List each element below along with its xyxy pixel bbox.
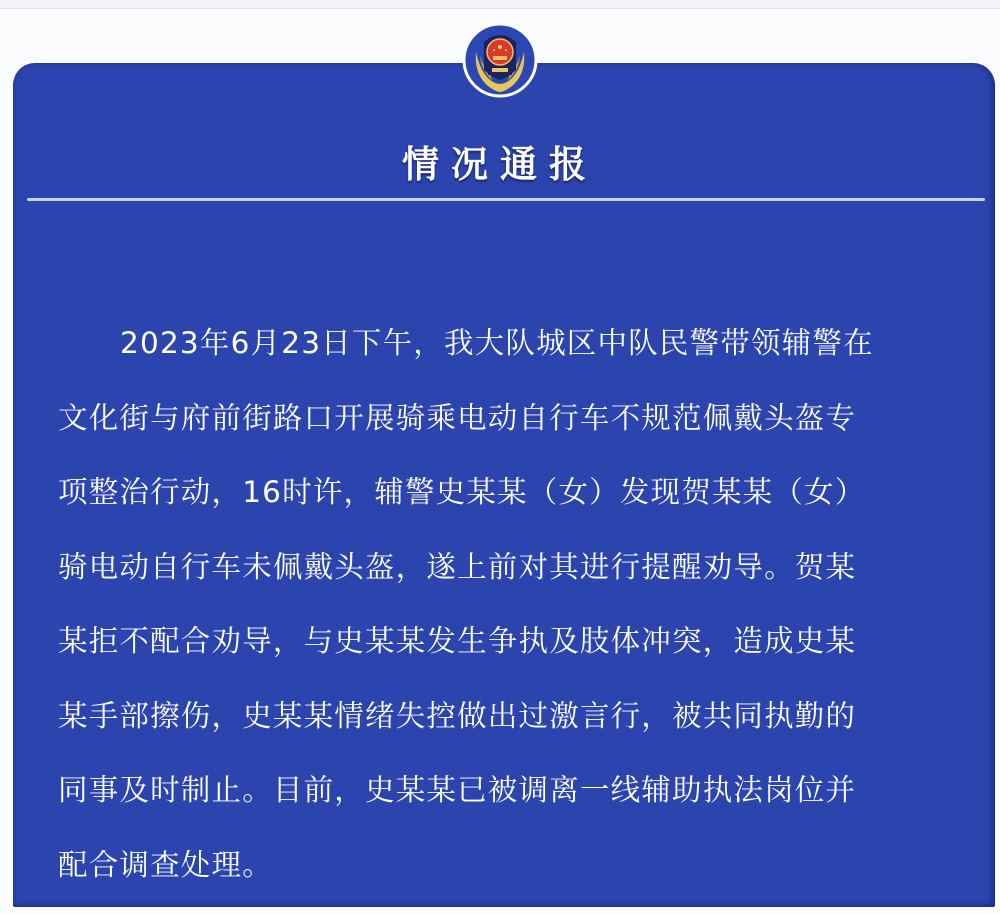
body-line-5: 某拒不配合劝导，与史某某发生争执及肢体冲突，造成史某 <box>58 624 857 658</box>
body-line-4: 骑电动自行车未佩戴头盔，遂上前对其进行提醒劝导。贺某 <box>58 549 857 584</box>
body-line-3: 项整治行动，16时许，辅警史某某（女）发现贺某某（女） <box>58 475 866 509</box>
police-badge-icon <box>462 12 538 108</box>
top-strip <box>0 0 1000 9</box>
title-divider <box>27 198 985 201</box>
body-line-6: 某手部擦伤，史某某情绪失控做出过激言行，被共同执勤的 <box>58 698 857 733</box>
notice-body <box>58 306 958 902</box>
body-line-8: 配合调查处理。 <box>58 847 273 882</box>
body-line-1: 2023年6月23日下午，我大队城区中队民警带领辅警在 <box>120 326 874 360</box>
body-line-7: 同事及时制止。目前，史某某已被调离一线辅助执法岗位并 <box>58 773 857 807</box>
body-line-2: 文化街与府前街路口开展骑乘电动自行车不规范佩戴头盔专 <box>58 400 857 435</box>
notice-title: 情况通报 <box>402 143 598 186</box>
